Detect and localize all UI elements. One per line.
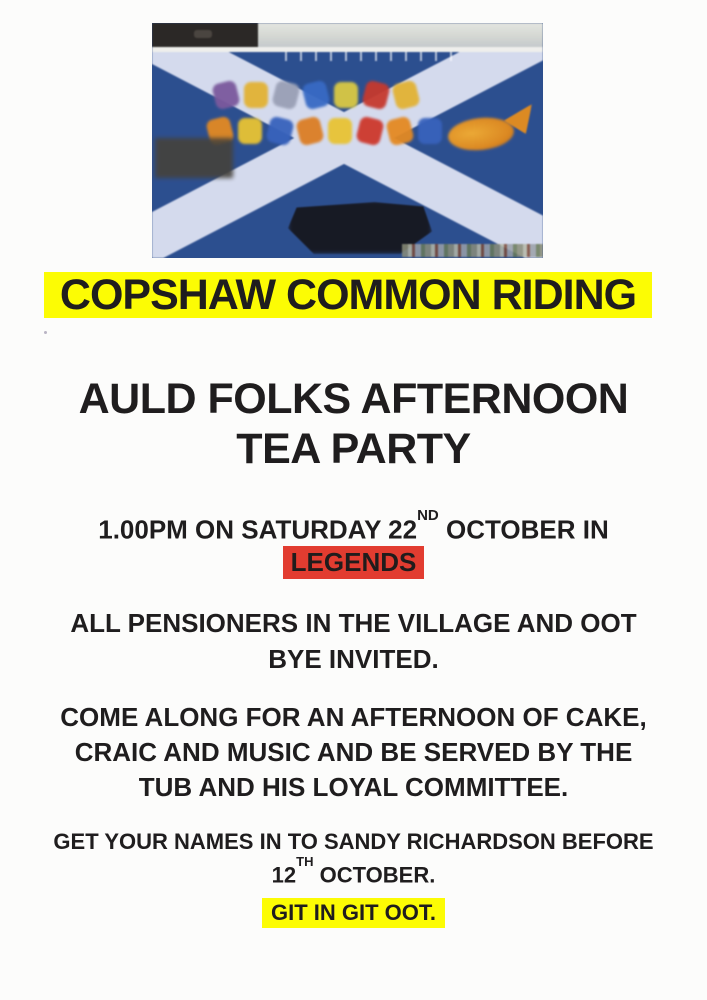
photo-dark-band-smudge: [194, 30, 212, 38]
pensioners-paragraph: [0, 605, 707, 677]
saltire-flag-photo: [152, 23, 543, 258]
date-text-pre: 1.00PM ON SATURDAY 22: [98, 514, 418, 545]
pensioners-line-2: BYE INVITED.: [268, 644, 439, 674]
footer-line: [0, 898, 707, 928]
magnetic-letters-row-2: [208, 118, 442, 144]
magnetic-letter: [271, 79, 301, 110]
come-along-line-3: TUB AND HIS LOYAL COMMITTEE.: [138, 772, 569, 802]
magnetic-letter: [391, 79, 421, 110]
event-heading-line-2: TEA PARTY: [236, 425, 471, 473]
venue-name: LEGENDS: [283, 546, 425, 579]
date-text-post: OCTOBER IN: [438, 514, 609, 545]
date-line: [0, 507, 707, 545]
come-along-line-1: COME ALONG FOR AN AFTERNOON OF CAKE,: [60, 702, 647, 732]
names-line-1: GET YOUR NAMES IN TO SANDY RICHARDSON BEFORE: [53, 829, 654, 854]
page-title: COPSHAW COMMON RIDING: [44, 272, 652, 318]
magnetic-letter: [265, 115, 295, 146]
come-along-paragraph: [0, 700, 707, 805]
photo-content: [152, 23, 543, 258]
footer-slogan: GIT IN GIT OOT.: [262, 898, 445, 928]
magnetic-letter: [328, 118, 352, 144]
photo-sky-band: [258, 23, 543, 47]
venue-line: [0, 546, 707, 579]
names-date-pre: 12: [271, 862, 297, 888]
scottish-saltire-flag: [152, 52, 543, 258]
photo-dark-object: [155, 138, 233, 178]
magnetic-letter: [334, 82, 358, 108]
magnetic-letter: [238, 118, 262, 144]
event-heading: [0, 374, 707, 474]
distant-masts: [272, 52, 452, 61]
event-heading-line-1: AULD FOLKS AFTERNOON: [78, 375, 629, 423]
scan-speck: [44, 331, 47, 334]
magnetic-letters-row-1: [214, 82, 418, 108]
magnetic-letter: [211, 79, 241, 110]
title-bar: [44, 272, 652, 318]
photo-dark-band: [152, 23, 258, 48]
names-line-2: [0, 856, 707, 889]
magnetic-letter: [361, 79, 391, 110]
magnetic-letter: [418, 118, 442, 144]
photo-bottom-detail-strip: [402, 244, 543, 257]
names-date-ordinal: TH: [296, 854, 314, 869]
names-paragraph: [0, 828, 707, 889]
names-date-post: OCTOBER.: [313, 862, 436, 888]
magnetic-letter: [301, 79, 331, 110]
come-along-line-2: CRAIC AND MUSIC AND BE SERVED BY THE: [74, 737, 633, 767]
magnetic-letter: [295, 115, 325, 146]
magnetic-letter: [355, 115, 385, 146]
pensioners-line-1: ALL PENSIONERS IN THE VILLAGE AND OOT: [70, 608, 637, 638]
magnetic-letter: [385, 115, 415, 146]
date-ordinal: ND: [417, 507, 439, 524]
magnetic-letter: [244, 82, 268, 108]
